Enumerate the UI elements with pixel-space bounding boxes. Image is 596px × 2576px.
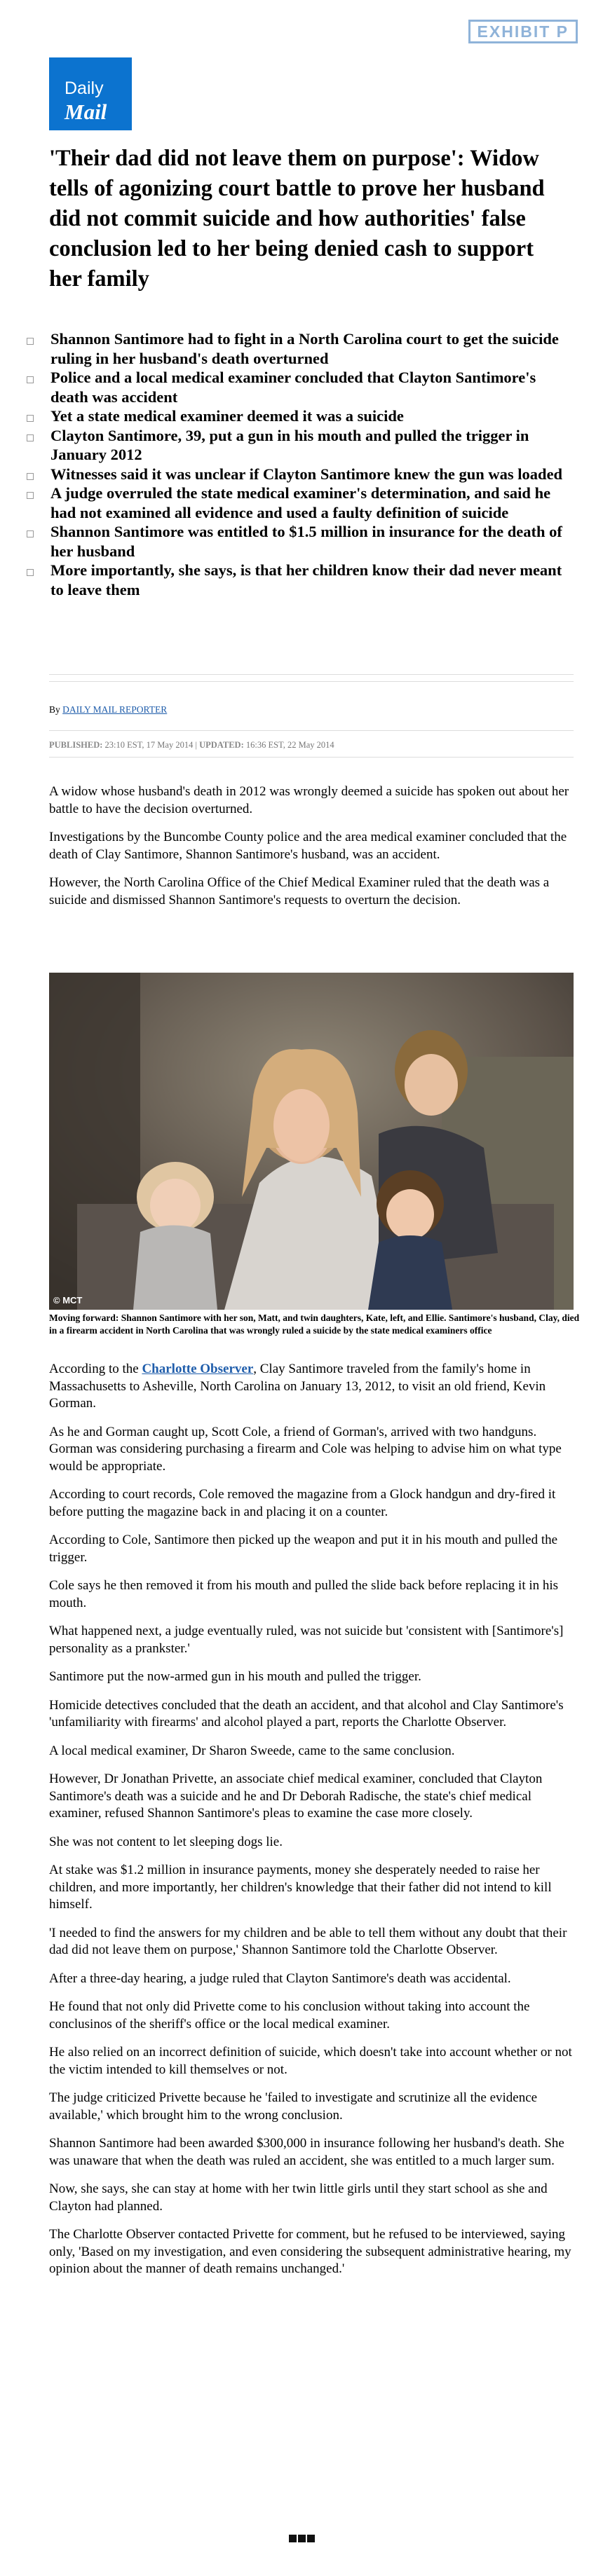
paragraph: The judge criticized Privette because he 'failed to investigate and scrutinize all the evidence available,' which brought him to the wrong conclusion.: [49, 2090, 538, 2123]
intro-section: [49, 783, 582, 920]
paragraph: However, Dr Jonathan Privette, an associate chief medical examiner, concluded that Clayton Santimore's death was a suicide and he and Dr Deborah Radische, the state's chief medical examiner, refused Shannon Santimore's pleas to examine the case more closely.: [49, 1772, 543, 1821]
bullet-item: [25, 484, 572, 522]
bullet-list: [25, 329, 572, 599]
published-date: 23:10 EST, 17 May 2014 |: [102, 740, 200, 750]
dot-icon: [298, 2535, 306, 2542]
bullet-item: [25, 426, 572, 465]
bullet-text: A judge overruled the state medical examiner's determination, and said he had not examined all evidence and used a faulty definition of suicide: [50, 484, 551, 521]
paragraph: He found that not only did Privette come to his conclusion without taking into account the conclusinos of the sheriff's office or the local medical examiner.: [49, 1999, 530, 2032]
family-photo-illustration: [49, 973, 574, 1310]
article-timestamps: [49, 740, 334, 751]
updated-date: 16:36 EST, 22 May 2014: [243, 740, 334, 750]
paragraph: Investigations by the Buncombe County police and the area medical examiner concluded that the death of Clay Santimore, Shannon Santimore's husband, was an accident.: [49, 830, 567, 862]
paragraph: However, the North Carolina Office of the Chief Medical Examiner ruled that the death was a suicide and dismissed Shannon Santimore's requests to overturn the decision.: [49, 875, 550, 907]
bullet-box-icon: [27, 473, 34, 480]
bullet-text: Police and a local medical examiner concluded that Clayton Santimore's death was accident: [50, 369, 536, 406]
bullet-item: [25, 406, 572, 426]
bullet-box-icon: [27, 338, 34, 345]
divider: [49, 681, 574, 682]
bullet-box-icon: [27, 434, 34, 441]
photo-credit: © MCT: [53, 1295, 83, 1306]
paragraph: As he and Gorman caught up, Scott Cole, a friend of Gorman's, arrived with two handguns. Gorman was considering purchasing a firearm and Cole was helping to advise him on what type would be appropriate.: [49, 1424, 562, 1474]
lead-paragraph: [49, 1361, 582, 1413]
bullet-box-icon: [27, 492, 34, 499]
photo-caption: Moving forward: Shannon Santimore with her son, Matt, and twin daughters, Kate, left, and Ellie. Santimore's husband, Clay, died in a firearm accident in North Carolina that was wrongly ruled a suicide by the state medical examiners office: [49, 1313, 580, 1336]
bullet-item: [25, 522, 572, 561]
author-link[interactable]: DAILY MAIL REPORTER: [62, 704, 168, 715]
bullet-text: Shannon Santimore was entitled to $1.5 million in insurance for the death of her husband: [50, 523, 562, 560]
paragraph: At stake was $1.2 million in insurance payments, money she desperately needed to raise her children, and more importantly, her children's knowledge that their father did not intend to kill himself.: [49, 1863, 552, 1912]
end-of-article-marker: [289, 2533, 316, 2546]
dot-icon: [307, 2535, 315, 2542]
published-label: PUBLISHED:: [49, 740, 103, 750]
paragraph: According to Cole, Santimore then picked up the weapon and put it in his mouth and pulled the trigger.: [49, 1533, 558, 1565]
paragraph: Now, she says, she can stay at home with her twin little girls until they start school as she and Clayton had planned.: [49, 2181, 548, 2214]
bullet-text: Clayton Santimore, 39, put a gun in his mouth and pulled the trigger in January 2012: [50, 426, 529, 463]
bullet-item: [25, 368, 572, 406]
lead-prefix: According to the: [49, 1362, 142, 1376]
bullet-box-icon: [27, 415, 34, 422]
paragraph: What happened next, a judge eventually ruled, was not suicide but 'consistent with [Santimore's] personality as a prankster.': [49, 1624, 564, 1656]
lead-suffix: , Clay Santimore traveled from the family's home in Massachusetts to Asheville, North Carolina on January 13, 2012, to visit an old friend, Kevin Gorman.: [49, 1362, 546, 1411]
charlotte-observer-link[interactable]: Charlotte Observer: [142, 1362, 254, 1376]
paragraph: The Charlotte Observer contacted Privette for comment, but he refused to be interviewed, saying only, 'Based on my investigation, and even considering the subsequent administrative hearing, my opinion about the manner of death remains unchanged.': [49, 2227, 571, 2276]
divider: [49, 674, 574, 675]
paragraph: 'I needed to find the answers for my children and be able to tell them without any doubt that their dad did not leave them on purpose,' Shannon Santimore told the Charlotte Observer.: [49, 1925, 567, 1957]
daily-mail-logo[interactable]: [49, 57, 132, 130]
bullet-box-icon: [27, 530, 34, 537]
paragraph: Cole says he then removed it from his mouth and pulled the slide back before replacing it in his mouth.: [49, 1578, 559, 1610]
bullet-item: [25, 561, 572, 599]
article-body: [49, 1361, 582, 2289]
byline-prefix: By: [49, 704, 63, 715]
paragraph: A widow whose husband's death in 2012 was wrongly deemed a suicide has spoken out about her battle to have the decision overturned.: [49, 784, 569, 816]
bullet-box-icon: [27, 569, 34, 576]
byline: [49, 704, 167, 715]
divider: [49, 757, 574, 758]
paragraph: She was not content to let sleeping dogs lie.: [49, 1834, 283, 1849]
family-photo: [49, 973, 574, 1310]
bullet-text: More importantly, she says, is that her children know their dad never meant to leave them: [50, 561, 562, 598]
paragraph: According to court records, Cole removed the magazine from a Glock handgun and dry-fired it before putting the magazine back in and placing it on a counter.: [49, 1487, 556, 1519]
bullet-box-icon: [27, 376, 34, 383]
exhibit-stamp: EXHIBIT P: [468, 20, 578, 43]
bullet-item: [25, 465, 572, 484]
divider: [49, 730, 574, 731]
paragraph: After a three-day hearing, a judge ruled that Clayton Santimore's death was accidental.: [49, 1971, 511, 1986]
paragraph: A local medical examiner, Dr Sharon Sweede, came to the same conclusion.: [49, 1743, 455, 1758]
paragraph: He also relied on an incorrect definition of suicide, which doesn't take into account whether or not the victim intended to kill themselves or not.: [49, 2045, 572, 2077]
bullet-text: Shannon Santimore had to fight in a North Carolina court to get the suicide ruling in her husband's death overturned: [50, 330, 559, 367]
logo-line2: Mail: [65, 100, 107, 124]
headline: 'Their dad did not leave them on purpose': Widow tells of agonizing court battle to prove her husband did not commit suicide and how authorities' false conclusion led to her being denied cash to support her family: [49, 146, 545, 292]
updated-label: UPDATED:: [199, 740, 244, 750]
paragraph: Homicide detectives concluded that the death an accident, and that alcohol and Clay Santimore's 'unfamiliarity with firearms' and alcohol played a part, reports the Charlotte Observer.: [49, 1697, 564, 1729]
bullet-text: Yet a state medical examiner deemed it was a suicide: [50, 407, 404, 425]
bullet-text: Witnesses said it was unclear if Clayton Santimore knew the gun was loaded: [50, 465, 563, 483]
paragraph: Shannon Santimore had been awarded $300,000 in insurance following her husband's death. She was unaware that when the death was ruled an accident, she was entitled to a much larger sum.: [49, 2136, 564, 2168]
paragraph: Santimore put the now-armed gun in his mouth and pulled the trigger.: [49, 1669, 421, 1684]
bullet-item: [25, 329, 572, 368]
dot-icon: [289, 2535, 297, 2542]
logo-line1: Daily: [65, 78, 104, 98]
